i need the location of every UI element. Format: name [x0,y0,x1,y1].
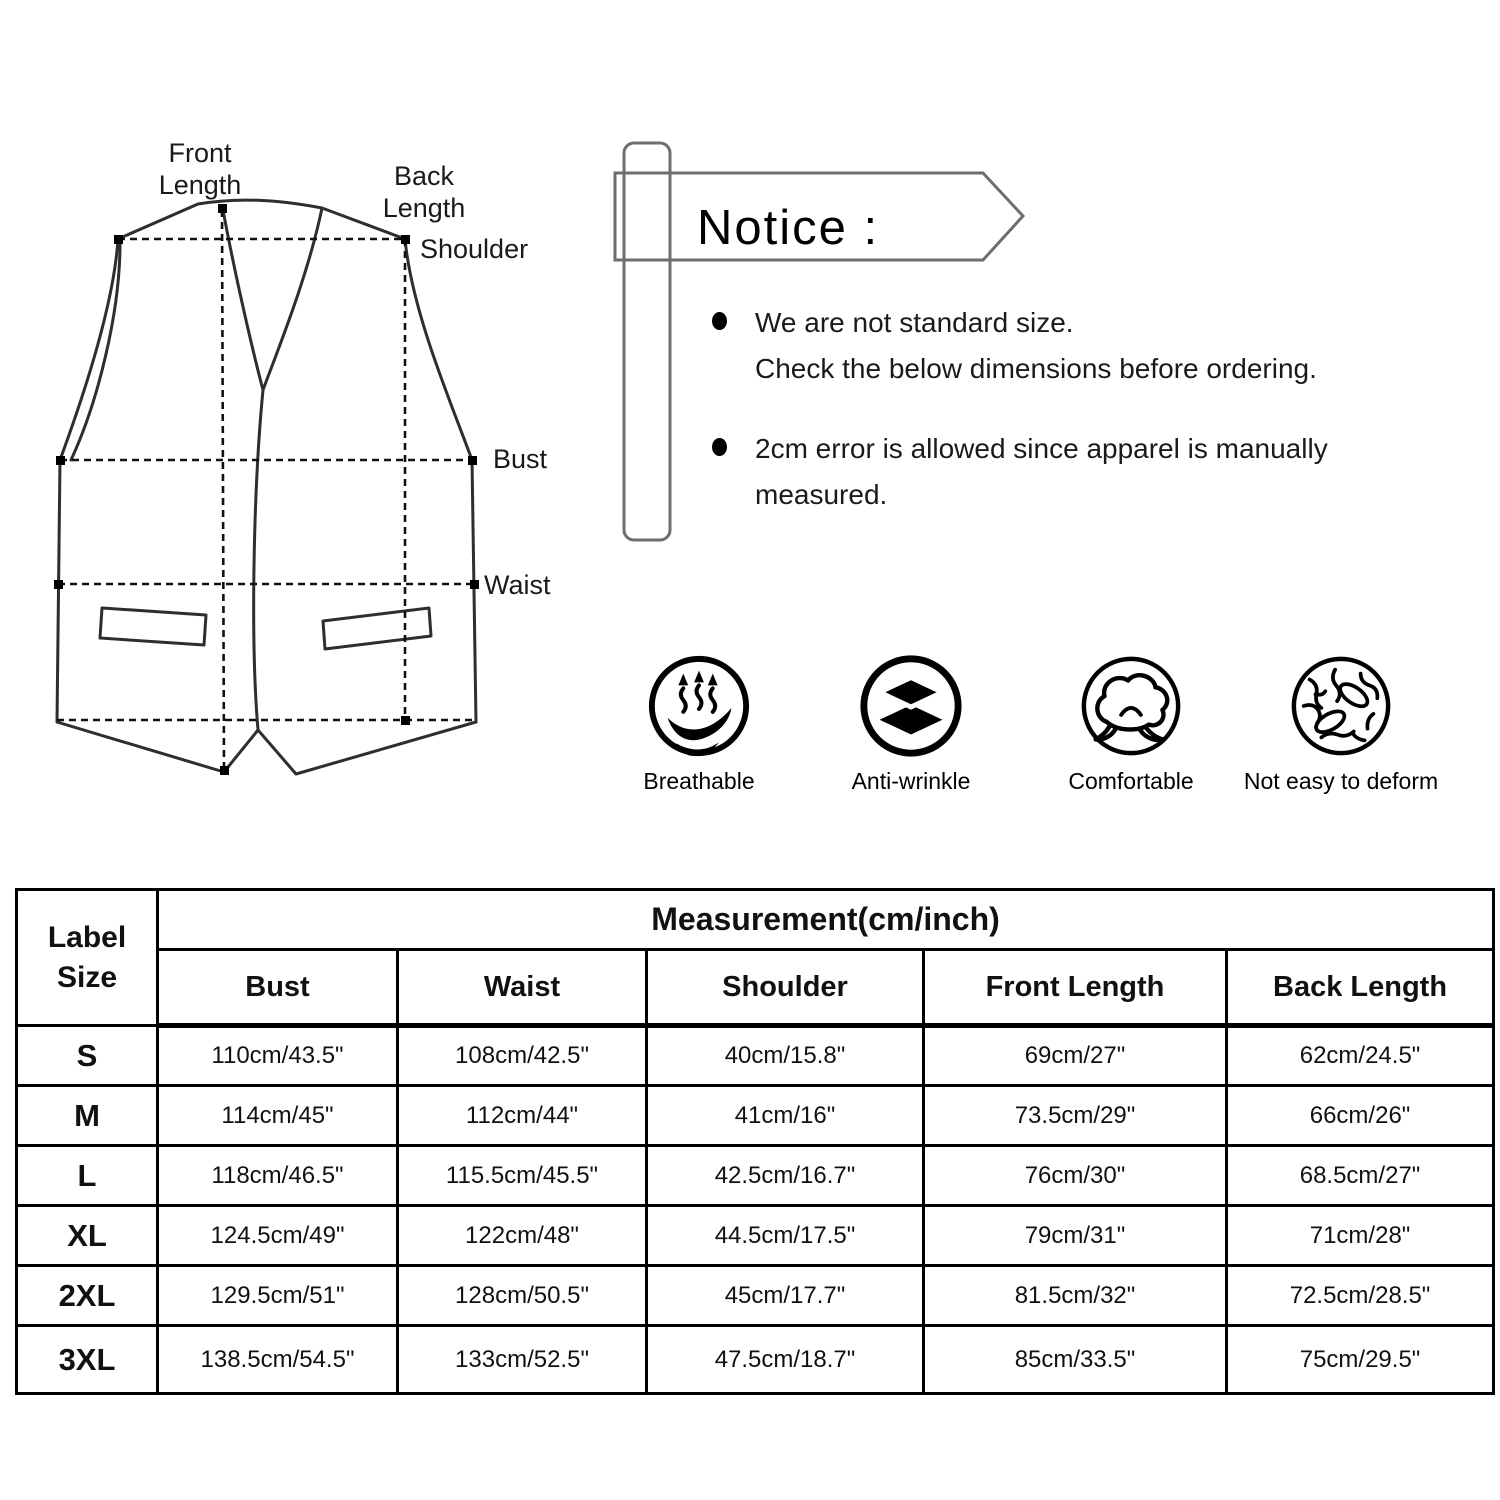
bust-value-cell: 129.5cm/51" [158,1266,398,1326]
bust-label: Bust [493,444,548,474]
back-length-value-cell: 72.5cm/28.5" [1227,1266,1494,1326]
bust-value-cell: 138.5cm/54.5" [158,1326,398,1394]
notice-bullet-2-line-1: 2cm error is allowed since apparel is manually [755,433,1328,464]
vest-left-pocket [100,608,206,645]
size-label-cell: XL [17,1206,158,1266]
front-length-value-cell: 69cm/27" [924,1026,1227,1086]
column-header-shoulder: Shoulder [647,950,924,1026]
notice-bullet-2 [712,426,1412,518]
bust-value-cell: 124.5cm/49" [158,1206,398,1266]
waist-value-cell: 128cm/50.5" [398,1266,647,1326]
breathable-icon [645,652,753,760]
shoulder-value-cell: 44.5cm/17.5" [647,1206,924,1266]
front-length-value-cell: 85cm/33.5" [924,1326,1227,1394]
notice-bullets [712,300,1412,552]
vest-left-side [57,460,60,722]
vest-right-side [472,460,476,722]
waist-value-cell: 115.5cm/45.5" [398,1146,647,1206]
not-easy-to-deform-icon [1287,652,1395,760]
shoulder-value-cell: 47.5cm/18.7" [647,1326,924,1394]
front-length-dashed-line [222,210,224,770]
signpost-pole [624,143,670,540]
back-length-value-cell: 66cm/26" [1227,1086,1494,1146]
waist-value-cell: 108cm/42.5" [398,1026,647,1086]
vest-right-armhole [405,239,472,460]
back-length-value-cell: 75cm/29.5" [1227,1326,1494,1394]
size-row-xl [17,1206,1494,1266]
waist-value-cell: 133cm/52.5" [398,1326,647,1394]
feature-label: Not easy to deform [1243,768,1439,794]
bullet-dot-icon [712,312,727,330]
front-length-value-cell: 79cm/31" [924,1206,1227,1266]
waist-label: Waist [484,570,551,600]
notice-bullet-2-line-2: measured. [755,479,888,510]
feature-not-easy-to-deform [1231,652,1451,795]
notice-bullet-1-line-1: We are not standard size. [755,307,1074,338]
shoulder-value-cell: 40cm/15.8" [647,1026,924,1086]
shoulder-value-cell: 42.5cm/16.7" [647,1146,924,1206]
shoulder-value-cell: 45cm/17.7" [647,1266,924,1326]
notice-bullet-1 [712,300,1412,392]
comfortable-icon [1077,652,1185,760]
shoulder-label: Shoulder [420,234,529,264]
feature-anti-wrinkle [801,652,1021,795]
column-header-bust: Bust [158,950,398,1026]
vest-hem [57,722,476,774]
vest-vneck-right [263,208,322,390]
back-length-value-cell: 62cm/24.5" [1227,1026,1494,1086]
bullet-dot-icon [712,438,727,456]
front-length-value-cell: 81.5cm/32" [924,1266,1227,1326]
feature-label: Comfortable [1068,768,1194,794]
shoulder-value-cell: 41cm/16" [647,1086,924,1146]
waist-value-cell: 122cm/48" [398,1206,647,1266]
bust-value-cell: 114cm/45" [158,1086,398,1146]
measurement-table [15,888,1495,1395]
column-header-front-length: Front Length [924,950,1227,1026]
back-length-label: Back Length [382,161,466,223]
size-row-l [17,1146,1494,1206]
size-row-2xl [17,1266,1494,1326]
anti-wrinkle-icon [857,652,965,760]
notice-bullet-1-line-2: Check the below dimensions before ordering. [755,353,1317,384]
table-header-row-2 [17,950,1494,1026]
vest-vneck-left [223,210,263,390]
feature-label: Anti-wrinkle [851,768,971,794]
back-length-value-cell: 68.5cm/27" [1227,1146,1494,1206]
feature-label: Breathable [643,768,755,794]
vest-top-edge [198,200,322,208]
front-length-value-cell: 76cm/30" [924,1146,1227,1206]
size-label-cell: L [17,1146,158,1206]
front-length-value-cell: 73.5cm/29" [924,1086,1227,1146]
size-label-cell: M [17,1086,158,1146]
vest-left-shoulder-seam [118,204,198,239]
feature-comfortable [1021,652,1241,795]
column-header-back-length: Back Length [1227,950,1494,1026]
notice-title: Notice : [697,201,880,255]
table-header-row-1 [17,890,1494,950]
bust-value-cell: 110cm/43.5" [158,1026,398,1086]
vest-center-front-line [254,390,263,730]
vest-right-pocket [323,608,431,649]
bust-value-cell: 118cm/46.5" [158,1146,398,1206]
size-label-cell: 2XL [17,1266,158,1326]
waist-value-cell: 112cm/44" [398,1086,647,1146]
size-row-s [17,1026,1494,1086]
column-header-waist: Waist [398,950,647,1026]
size-label-cell: S [17,1026,158,1086]
measurement-header-cell: Measurement(cm/inch) [158,890,1494,950]
vest-left-armhole-outer [60,239,118,460]
corner-header-cell: Label Size [17,890,158,1026]
size-label-cell: 3XL [17,1326,158,1394]
front-length-label: Front Length [158,138,242,200]
feature-breathable [589,652,809,795]
size-row-m [17,1086,1494,1146]
size-row-3xl [17,1326,1494,1394]
back-length-value-cell: 71cm/28" [1227,1206,1494,1266]
